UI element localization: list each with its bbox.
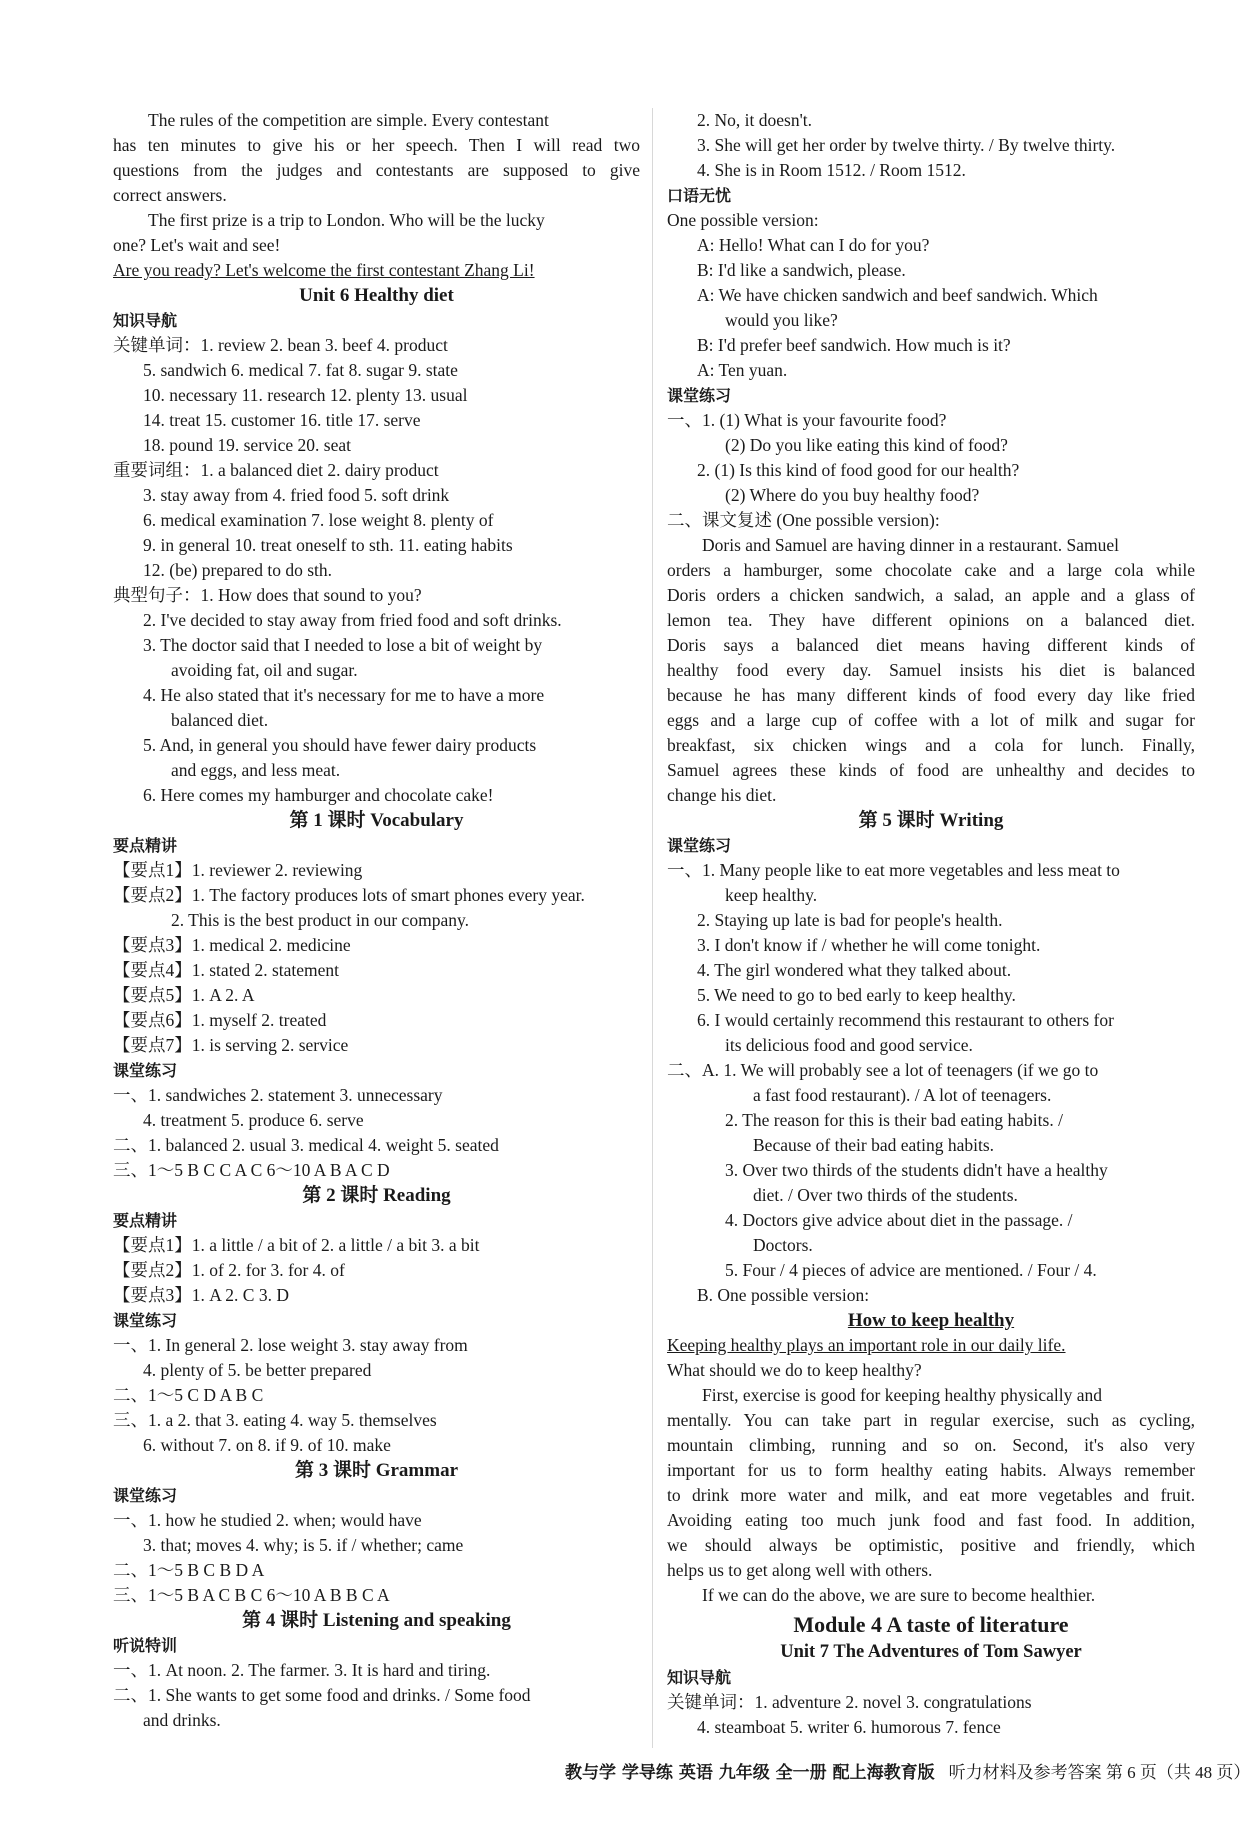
answer-line: 6. without 7. on 8. if 9. of 10. make [143,1435,391,1455]
page-footer [565,1758,1250,1783]
lesson-heading: How to keep healthy [847,1310,1015,1331]
answer-line: A: We have chicken sandwich and beef sandwich. Which [697,285,1098,305]
paragraph-line: eggs and a large cup of coffee with a lot of milk and sugar for [667,710,1195,730]
answer-line: keep healthy. [725,885,818,905]
answer-line: 【要点6】1. myself 2. treated [113,1010,327,1030]
answer-line: 一、1. how he studied 2. when; would have [113,1510,422,1530]
answer-line: 【要点3】1. medical 2. medicine [113,935,351,955]
paragraph-line: Doris says a balanced diet means having different kinds of [667,635,1195,655]
answer-line: 3. She will get her order by twelve thirty. / By twelve thirty. [697,135,1116,155]
paragraph-line: Doris orders a chicken sandwich, a salad, an apple and a glass of [667,585,1195,605]
answer-line: 二、A. 1. We will probably see a lot of teenagers (if we go to [667,1060,1099,1080]
underlined-line: Are you ready? Let's welcome the first contestant Zhang Li! [113,260,535,280]
answer-line: 5. Four / 4 pieces of advice are mentioned. / Four / 4. [725,1260,1097,1280]
section-tag: 要点精讲 [113,1211,178,1230]
paragraph-line: because he has many different kinds of food every day like fried [667,685,1195,705]
answer-line: 【要点2】1. The factory produces lots of smart phones every year. [113,885,585,905]
answer-line: 二、课文复述 (One possible version): [667,510,940,530]
answer-line: 一、1. At noon. 2. The farmer. 3. It is hard and tiring. [113,1660,491,1680]
answer-line: 【要点2】1. of 2. for 3. for 4. of [113,1260,345,1280]
answer-line: 重要词组：1. a balanced diet 2. dairy product [113,460,439,480]
paragraph-line: breakfast, six chicken wings and a cola for lunch. Finally, [667,735,1195,755]
answer-line: 4. Doctors give advice about diet in the passage. / [725,1210,1073,1230]
answer-line: avoiding fat, oil and sugar. [171,660,358,680]
answer-line: 14. treat 15. customer 16. title 17. serve [143,410,421,430]
section-tag: 课堂练习 [667,836,732,855]
answer-line: one? Let's wait and see! [113,235,281,255]
answer-line: would you like? [725,310,838,330]
answer-line: 2. I've decided to stay away from fried food and soft drinks. [143,610,562,630]
paragraph-line: Samuel agrees these kinds of food are unhealthy and decides to [667,760,1195,780]
paragraph-line: to drink more water and milk, and eat more vegetables and fruit. [667,1485,1195,1505]
section-tag: 课堂练习 [113,1486,178,1505]
lesson-heading: Unit 6 Healthy diet [299,285,454,306]
answer-line: 4. steamboat 5. writer 6. humorous 7. fence [697,1717,1001,1737]
answer-line: 二、1. She wants to get some food and drinks. / Some food [113,1685,531,1705]
paragraph-line: The rules of the competition are simple. Every contestant [148,110,549,130]
answer-line: 二、1～5 C D A B C [113,1385,264,1405]
answer-line: 5. sandwich 6. medical 7. fat 8. sugar 9. state [143,360,458,380]
answer-line: 3. that; moves 4. why; is 5. if / whether; came [143,1535,464,1555]
paragraph-line: we should always be optimistic, positive and friendly, which [667,1535,1195,1555]
answer-line: 10. necessary 11. research 12. plenty 13. usual [143,385,468,405]
answer-line: 2. (1) Is this kind of food good for our health? [697,460,1020,480]
answer-line: 【要点1】1. a little / a bit of 2. a little / a bit 3. a bit [113,1235,480,1255]
answer-line: Doctors. [753,1235,813,1255]
lesson-heading: 第 3 课时 Grammar [294,1460,459,1481]
answer-line: and drinks. [143,1710,221,1730]
answer-line: 5. We need to go to bed early to keep healthy. [697,985,1016,1005]
paragraph-line: The first prize is a trip to London. Who will be the lucky [148,210,545,230]
answer-line: One possible version: [667,210,819,230]
answer-line: 三、1. a 2. that 3. eating 4. way 5. themselves [113,1410,437,1430]
section-tag: 口语无忧 [667,186,732,205]
answer-line: its delicious food and good service. [725,1035,973,1055]
answer-line: (2) Where do you buy healthy food? [725,485,980,505]
section-tag: 知识导航 [667,1668,732,1687]
section-tag: 要点精讲 [113,836,178,855]
answer-line: 二、1. balanced 2. usual 3. medical 4. weight 5. seated [113,1135,499,1155]
unit-title: Unit 7 The Adventures of Tom Sawyer [780,1642,1082,1662]
answer-line: 4. plenty of 5. be better prepared [143,1360,372,1380]
answer-line: 关键单词：1. review 2. bean 3. beef 4. product [113,335,448,355]
section-tag: 知识导航 [113,311,178,330]
answer-line: 一、1. (1) What is your favourite food? [667,410,947,430]
answer-line: (2) Do you like eating this kind of food? [725,435,1008,455]
lesson-heading: 第 5 课时 Writing [858,810,1004,831]
footer-page-info: 听力材料及参考答案 第 6 页（共 48 页） [948,1763,1250,1782]
paragraph-line: mountain climbing, running and so on. Second, it's also very [667,1435,1195,1455]
answer-line: 【要点4】1. stated 2. statement [113,960,340,980]
underlined-line: Keeping healthy plays an important role in our daily life. [667,1335,1066,1355]
answer-line: 3. stay away from 4. fried food 5. soft drink [143,485,450,505]
paragraph-line: Avoiding eating too much junk food and fast food. In addition, [667,1510,1195,1530]
answer-line: 【要点1】1. reviewer 2. reviewing [113,860,363,880]
answer-line: 一、1. sandwiches 2. statement 3. unnecessary [113,1085,443,1105]
answer-line: 12. (be) prepared to do sth. [143,560,333,580]
answer-line: 关键单词：1. adventure 2. novel 3. congratulations [667,1692,1032,1712]
answer-line: 典型句子：1. How does that sound to you? [113,585,422,605]
answer-line: 三、1～5 B C C A C 6～10 A B A C D [113,1160,390,1180]
answer-line: helps us to get along well with others. [667,1560,933,1580]
answer-line: 9. in general 10. treat oneself to sth. 11. eating habits [143,535,513,555]
left-column [113,108,640,1733]
answer-line: balanced diet. [171,710,269,730]
paragraph-line: lemon tea. They have different opinions on a balanced diet. [667,610,1195,630]
answer-line: B: I'd like a sandwich, please. [697,260,906,280]
answer-line: 2. No, it doesn't. [697,110,812,130]
answer-line: 4. The girl wondered what they talked about. [697,960,1012,980]
answer-line: 2. This is the best product in our company. [171,910,469,930]
right-column [667,108,1195,1740]
section-tag: 课堂练习 [113,1061,178,1080]
answer-line: 4. He also stated that it's necessary for me to have a more [143,685,545,705]
paragraph-line: has ten minutes to give his or her speech. Then I will read two [113,135,640,155]
answer-line: 4. treatment 5. produce 6. serve [143,1110,364,1130]
section-tag: 课堂练习 [113,1311,178,1330]
column-divider [652,108,653,1748]
answer-line: 6. I would certainly recommend this restaurant to others for [697,1010,1114,1030]
answer-line: correct answers. [113,185,227,205]
paragraph-line: important for us to form healthy eating habits. Always remember [667,1460,1195,1480]
answer-line: B: I'd prefer beef sandwich. How much is it? [697,335,1011,355]
answer-line: 3. The doctor said that I needed to lose a bit of weight by [143,635,543,655]
answer-line: 6. Here comes my hamburger and chocolate cake! [143,785,494,805]
paragraph-line: healthy food every day. Samuel insists his diet is balanced [667,660,1195,680]
lesson-heading: 第 2 课时 Reading [302,1185,451,1206]
paragraph-line: Doris and Samuel are having dinner in a restaurant. Samuel [702,535,1119,555]
lesson-heading: 第 1 课时 Vocabulary [289,810,464,831]
answer-line: 5. And, in general you should have fewer dairy products [143,735,537,755]
answer-line: diet. / Over two thirds of the students. [753,1185,1018,1205]
answer-line: 4. She is in Room 1512. / Room 1512. [697,160,966,180]
answer-line: 6. medical examination 7. lose weight 8. plenty of [143,510,494,530]
section-tag: 课堂练习 [667,386,732,405]
answer-line: What should we do to keep healthy? [667,1360,922,1380]
lesson-heading: 第 4 课时 Listening and speaking [242,1610,511,1631]
paragraph-line: First, exercise is good for keeping healthy physically and [702,1385,1102,1405]
answer-line: 3. Over two thirds of the students didn't have a healthy [725,1160,1108,1180]
section-tag: 听说特训 [113,1636,178,1655]
answer-line: 3. I don't know if / whether he will come tonight. [697,935,1041,955]
answer-line: 2. Staying up late is bad for people's health. [697,910,1003,930]
paragraph-line: questions from the judges and contestants are supposed to give [113,160,640,180]
answer-line: A: Hello! What can I do for you? [697,235,930,255]
answer-line: 【要点7】1. is serving 2. service [113,1035,349,1055]
answer-line: 18. pound 19. service 20. seat [143,435,352,455]
module-title: Module 4 A taste of literature [793,1612,1069,1637]
answer-line: 三、1～5 B A C B C 6～10 A B B C A [113,1585,390,1605]
answer-line: change his diet. [667,785,777,805]
answer-line: 【要点3】1. A 2. C 3. D [113,1285,289,1305]
answer-line: 一、1. Many people like to eat more vegetables and less meat to [667,860,1120,880]
answer-line: and eggs, and less meat. [171,760,341,780]
answer-line: Because of their bad eating habits. [753,1135,995,1155]
answer-line: 二、1～5 B C B D A [113,1560,265,1580]
paragraph-line: orders a hamburger, some chocolate cake and a large cola while [667,560,1195,580]
footer-series: 教与学 学导练 英语 九年级 全一册 配上海教育版 [565,1763,935,1783]
answer-line: a fast food restaurant). / A lot of teenagers. [753,1085,1052,1105]
answer-line: A: Ten yuan. [697,360,788,380]
paragraph-line: If we can do the above, we are sure to become healthier. [702,1585,1096,1605]
answer-line: 2. The reason for this is their bad eating habits. / [725,1110,1063,1130]
answer-line: B. One possible version: [697,1285,870,1305]
answer-line: 【要点5】1. A 2. A [113,985,255,1005]
answer-line: 一、1. In general 2. lose weight 3. stay away from [113,1335,468,1355]
paragraph-line: mentally. You can take part in regular exercise, such as cycling, [667,1410,1195,1430]
